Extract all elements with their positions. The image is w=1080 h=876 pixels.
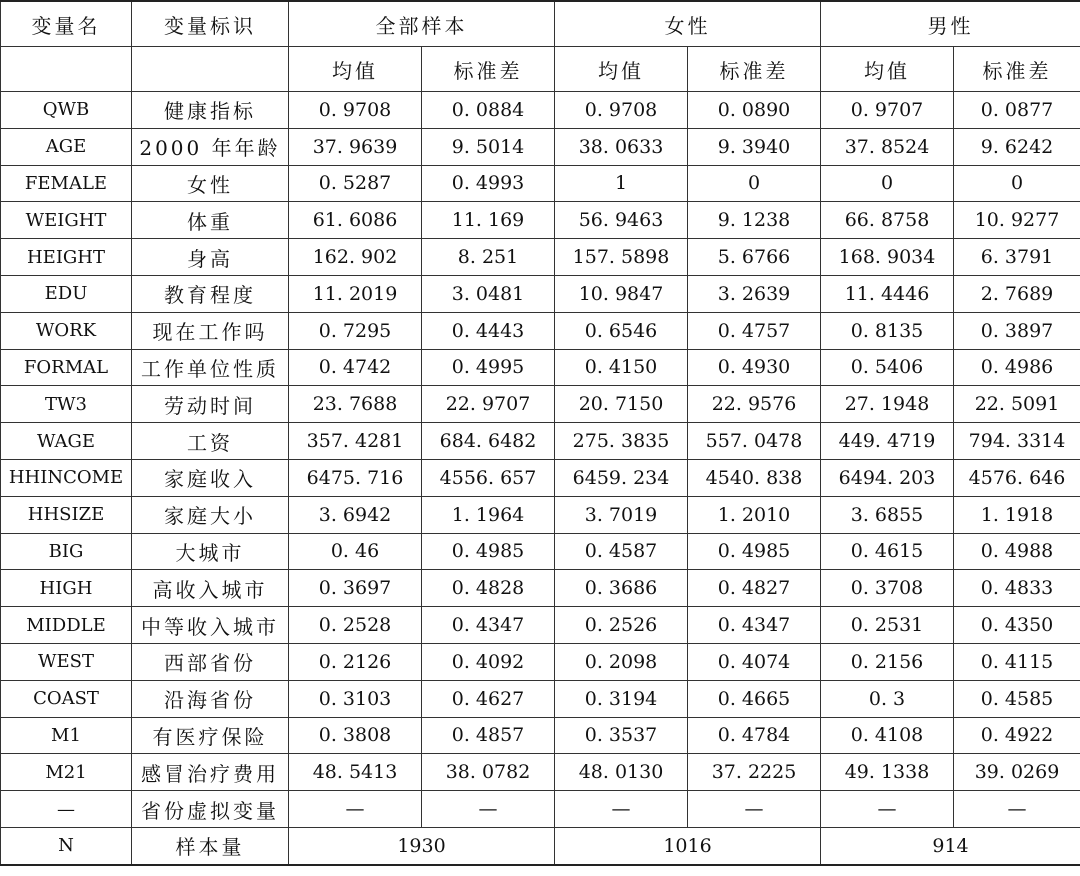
variable-label-cell: 家庭大小 (132, 496, 289, 533)
variable-name-cell: TW3 (1, 386, 132, 423)
header-mean-male: 均值 (821, 47, 954, 92)
table-row (1, 92, 1080, 129)
value-cell: 0 (688, 165, 821, 202)
value-cell: 5. 6766 (688, 239, 821, 276)
variable-label-cell: 体重 (132, 202, 289, 239)
value-cell: 0. 3537 (555, 717, 688, 754)
value-cell: 48. 0130 (555, 754, 688, 791)
value-cell: 0. 4988 (954, 533, 1080, 570)
value-cell: 0. 4827 (688, 570, 821, 607)
value-cell: 0. 5287 (289, 165, 422, 202)
table-row (1, 202, 1080, 239)
value-cell: 0. 3697 (289, 570, 422, 607)
value-cell: 1. 1918 (954, 496, 1080, 533)
variable-name-cell: MIDDLE (1, 607, 132, 644)
value-cell: 0. 3897 (954, 312, 1080, 349)
value-cell: 1. 2010 (688, 496, 821, 533)
sample-size-value-cell: 914 (821, 827, 1080, 864)
value-cell: 0. 4784 (688, 717, 821, 754)
value-cell: 0. 3686 (555, 570, 688, 607)
value-cell: 0. 4115 (954, 643, 1080, 680)
table-row (1, 533, 1080, 570)
value-cell: 11. 4446 (821, 275, 954, 312)
value-cell: 48. 5413 (289, 754, 422, 791)
header-row-groups (1, 1, 1080, 47)
variable-name-cell: HEIGHT (1, 239, 132, 276)
variable-name-cell: — (1, 791, 132, 828)
value-cell: 0. 2098 (555, 643, 688, 680)
value-cell: 1. 1964 (422, 496, 555, 533)
header-var-label: 变量标识 (132, 1, 289, 47)
variable-label-cell: 西部省份 (132, 643, 289, 680)
value-cell: 23. 7688 (289, 386, 422, 423)
value-cell: 0. 46 (289, 533, 422, 570)
table-row (1, 496, 1080, 533)
value-cell: 22. 9707 (422, 386, 555, 423)
variable-name-cell: WEST (1, 643, 132, 680)
value-cell: 3. 7019 (555, 496, 688, 533)
value-cell: 0. 3194 (555, 680, 688, 717)
value-cell: 2. 7689 (954, 275, 1080, 312)
table-row (1, 423, 1080, 460)
variable-name-cell: COAST (1, 680, 132, 717)
value-cell: 0. 4828 (422, 570, 555, 607)
value-cell: 6. 3791 (954, 239, 1080, 276)
value-cell: 449. 4719 (821, 423, 954, 460)
value-cell: 0 (821, 165, 954, 202)
variable-name-cell: FORMAL (1, 349, 132, 386)
variable-name-cell: M1 (1, 717, 132, 754)
variable-name-cell: HHSIZE (1, 496, 132, 533)
value-cell: 0. 4150 (555, 349, 688, 386)
header-mean-female: 均值 (555, 47, 688, 92)
value-cell: 9. 1238 (688, 202, 821, 239)
variable-label-cell: 高收入城市 (132, 570, 289, 607)
variable-name-cell: WAGE (1, 423, 132, 460)
value-cell: 0. 3 (821, 680, 954, 717)
value-cell: 11. 169 (422, 202, 555, 239)
table-row (1, 570, 1080, 607)
value-cell: 0. 9708 (555, 92, 688, 129)
sample-size-row (1, 827, 1080, 864)
value-cell: 4576. 646 (954, 459, 1080, 496)
variable-label-cell: 工资 (132, 423, 289, 460)
value-cell: 22. 9576 (688, 386, 821, 423)
value-cell: 39. 0269 (954, 754, 1080, 791)
value-cell: 0. 5406 (821, 349, 954, 386)
variable-label-cell: 教育程度 (132, 275, 289, 312)
value-cell: 10. 9277 (954, 202, 1080, 239)
value-cell: 0. 7295 (289, 312, 422, 349)
variable-name-cell: AGE (1, 128, 132, 165)
header-row-stats (1, 47, 1080, 92)
value-cell: 168. 9034 (821, 239, 954, 276)
value-cell: 0. 4347 (688, 607, 821, 644)
variable-name-cell: QWB (1, 92, 132, 129)
table-row (1, 607, 1080, 644)
header-var-name: 变量名 (1, 1, 132, 47)
header-group-male: 男性 (821, 1, 1080, 47)
value-cell: 0. 8135 (821, 312, 954, 349)
value-cell: 66. 8758 (821, 202, 954, 239)
variable-label-cell: 健康指标 (132, 92, 289, 129)
value-cell: 27. 1948 (821, 386, 954, 423)
value-cell: 0. 4757 (688, 312, 821, 349)
variable-name-cell: HIGH (1, 570, 132, 607)
value-cell: 157. 5898 (555, 239, 688, 276)
value-cell: 37. 8524 (821, 128, 954, 165)
value-cell: 61. 6086 (289, 202, 422, 239)
value-cell: 0. 2531 (821, 607, 954, 644)
value-cell: 0. 4615 (821, 533, 954, 570)
table-row (1, 680, 1080, 717)
header-mean-all: 均值 (289, 47, 422, 92)
value-cell: 11. 2019 (289, 275, 422, 312)
value-cell: — (555, 791, 688, 828)
header-sd-male: 标准差 (954, 47, 1080, 92)
header-empty-cell (1, 47, 132, 92)
value-cell: 0. 4833 (954, 570, 1080, 607)
header-group-all: 全部样本 (289, 1, 555, 47)
value-cell: 275. 3835 (555, 423, 688, 460)
value-cell: 4540. 838 (688, 459, 821, 496)
value-cell: 0 (954, 165, 1080, 202)
value-cell: 1 (555, 165, 688, 202)
value-cell: 3. 6855 (821, 496, 954, 533)
table-row (1, 643, 1080, 680)
value-cell: 6459. 234 (555, 459, 688, 496)
table-row (1, 312, 1080, 349)
variable-label-cell: 工作单位性质 (132, 349, 289, 386)
value-cell: 0. 4985 (422, 533, 555, 570)
value-cell: 56. 9463 (555, 202, 688, 239)
value-cell: 37. 9639 (289, 128, 422, 165)
variable-label-cell: 女性 (132, 165, 289, 202)
value-cell: 0. 4985 (688, 533, 821, 570)
value-cell: 0. 4347 (422, 607, 555, 644)
variable-label-cell: 中等收入城市 (132, 607, 289, 644)
value-cell: 0. 3808 (289, 717, 422, 754)
value-cell: 0. 4922 (954, 717, 1080, 754)
value-cell: — (289, 791, 422, 828)
variable-name-cell: WORK (1, 312, 132, 349)
value-cell: 38. 0633 (555, 128, 688, 165)
variable-label-cell: 家庭收入 (132, 459, 289, 496)
variable-label-cell: 2000 年年龄 (132, 128, 289, 165)
value-cell: 6475. 716 (289, 459, 422, 496)
value-cell: 0. 6546 (555, 312, 688, 349)
variable-label-cell: 沿海省份 (132, 680, 289, 717)
value-cell: 557. 0478 (688, 423, 821, 460)
variable-label-cell: 现在工作吗 (132, 312, 289, 349)
sample-size-value-cell: 1016 (555, 827, 821, 864)
table-row (1, 275, 1080, 312)
value-cell: 0. 4986 (954, 349, 1080, 386)
value-cell: 0. 3103 (289, 680, 422, 717)
value-cell: 0. 4995 (422, 349, 555, 386)
value-cell: 3. 6942 (289, 496, 422, 533)
value-cell: 10. 9847 (555, 275, 688, 312)
value-cell: 0. 4350 (954, 607, 1080, 644)
table-row (1, 754, 1080, 791)
value-cell: 0. 2156 (821, 643, 954, 680)
variable-name-cell: FEMALE (1, 165, 132, 202)
value-cell: 0. 4857 (422, 717, 555, 754)
value-cell: 0. 9708 (289, 92, 422, 129)
table-row (1, 386, 1080, 423)
value-cell: 0. 4585 (954, 680, 1080, 717)
value-cell: 0. 2126 (289, 643, 422, 680)
value-cell: 0. 2528 (289, 607, 422, 644)
value-cell: 22. 5091 (954, 386, 1080, 423)
sample-size-value-cell: 1930 (289, 827, 555, 864)
table-row (1, 239, 1080, 276)
variable-label-cell: 感冒治疗费用 (132, 754, 289, 791)
value-cell: 0. 4930 (688, 349, 821, 386)
value-cell: 0. 4587 (555, 533, 688, 570)
value-cell: 0. 4993 (422, 165, 555, 202)
value-cell: 38. 0782 (422, 754, 555, 791)
value-cell: 0. 4108 (821, 717, 954, 754)
value-cell: 0. 0890 (688, 92, 821, 129)
table-row (1, 459, 1080, 496)
value-cell: — (422, 791, 555, 828)
value-cell: 4556. 657 (422, 459, 555, 496)
value-cell: — (821, 791, 954, 828)
value-cell: 0. 2526 (555, 607, 688, 644)
value-cell: 684. 6482 (422, 423, 555, 460)
value-cell: 162. 902 (289, 239, 422, 276)
value-cell: 0. 9707 (821, 92, 954, 129)
table-row (1, 349, 1080, 386)
variable-label-cell: 身高 (132, 239, 289, 276)
value-cell: 8. 251 (422, 239, 555, 276)
value-cell: 0. 4665 (688, 680, 821, 717)
variable-name-cell: BIG (1, 533, 132, 570)
sample-size-var-cell: N (1, 827, 132, 864)
variable-name-cell: HHINCOME (1, 459, 132, 496)
value-cell: 0. 4074 (688, 643, 821, 680)
header-sd-all: 标准差 (422, 47, 555, 92)
value-cell: 6494. 203 (821, 459, 954, 496)
value-cell: — (688, 791, 821, 828)
variable-name-cell: M21 (1, 754, 132, 791)
header-group-female: 女性 (555, 1, 821, 47)
value-cell: 9. 6242 (954, 128, 1080, 165)
variable-name-cell: EDU (1, 275, 132, 312)
variable-label-cell: 大城市 (132, 533, 289, 570)
variable-label-cell: 省份虚拟变量 (132, 791, 289, 828)
value-cell: 0. 4627 (422, 680, 555, 717)
value-cell: 0. 0877 (954, 92, 1080, 129)
value-cell: 0. 4092 (422, 643, 555, 680)
value-cell: 0. 3708 (821, 570, 954, 607)
header-empty-cell (132, 47, 289, 92)
variable-label-cell: 劳动时间 (132, 386, 289, 423)
value-cell: 3. 2639 (688, 275, 821, 312)
value-cell: 0. 0884 (422, 92, 555, 129)
value-cell: 9. 5014 (422, 128, 555, 165)
table-row (1, 717, 1080, 754)
sample-size-label-cell: 样本量 (132, 827, 289, 864)
variable-name-cell: WEIGHT (1, 202, 132, 239)
value-cell: — (954, 791, 1080, 828)
table-row (1, 791, 1080, 828)
value-cell: 49. 1338 (821, 754, 954, 791)
table-row (1, 165, 1080, 202)
value-cell: 3. 0481 (422, 275, 555, 312)
value-cell: 0. 4742 (289, 349, 422, 386)
header-sd-female: 标准差 (688, 47, 821, 92)
variable-label-cell: 有医疗保险 (132, 717, 289, 754)
value-cell: 37. 2225 (688, 754, 821, 791)
value-cell: 9. 3940 (688, 128, 821, 165)
value-cell: 357. 4281 (289, 423, 422, 460)
value-cell: 0. 4443 (422, 312, 555, 349)
table-row (1, 128, 1080, 165)
value-cell: 794. 3314 (954, 423, 1080, 460)
value-cell: 20. 7150 (555, 386, 688, 423)
